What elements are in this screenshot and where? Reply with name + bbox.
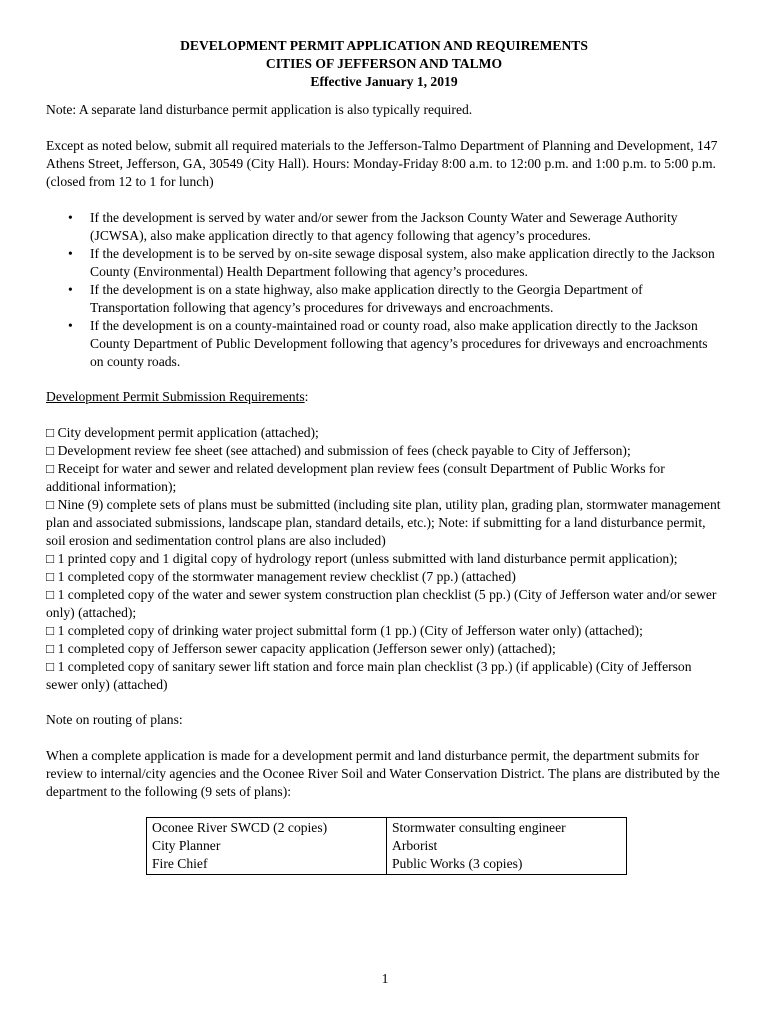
routing-table <box>146 817 627 875</box>
table-cell: Arborist <box>387 837 627 855</box>
bullet-item: • If the development is to be served by on-site sewage disposal system, also make application directly to the Jackson County (Environmental) Health Department following that agency’s procedures. <box>90 245 722 281</box>
checklist-item: □ Nine (9) complete sets of plans must be submitted (including site plan, utility plan, grading plan, stormwater management plan and associated submissions, landscape plan, standard details, etc.); Note: if submitting for a land disturbance permit, soil erosion and sedimentation control plans are also included) <box>46 497 721 548</box>
document-title: DEVELOPMENT PERMIT APPLICATION AND REQUIREMENTS <box>180 38 588 53</box>
checklist-item: □ City development permit application (attached); <box>46 425 319 440</box>
document-header <box>46 37 722 91</box>
requirements-heading-text: Development Permit Submission Requirements <box>46 389 305 404</box>
checklist-item: □ 1 completed copy of drinking water project submittal form (1 pp.) (City of Jefferson water only) (attached); <box>46 623 643 638</box>
table-row <box>147 855 627 875</box>
routing-paragraph: When a complete application is made for a development permit and land disturbance permit, the department submits for review to internal/city agencies and the Oconee River Soil and Water Conservation District. The plans are distributed by the department to the following (9 sets of plans): <box>46 748 720 799</box>
land-disturbance-note: Note: A separate land disturbance permit application is also typically required. <box>46 102 473 117</box>
bullet-item: • If the development is on a county-maintained road or county road, also make application directly to the Jackson County Department of Public Development following that agency’s procedures for driveways and encroachments on county roads. <box>90 317 722 371</box>
bullet-item: • If the development is on a state highway, also make application directly to the Georgia Department of Transportation following that agency’s procedures for driveways and encroachments. <box>90 281 722 317</box>
table-cell: City Planner <box>147 837 387 855</box>
routing-heading: Note on routing of plans: <box>46 712 183 727</box>
bullet-item: • If the development is served by water and/or sewer from the Jackson County Water and Sewerage Authority (JCWSA), also make application directly to that agency following that agency’s procedures. <box>90 209 722 245</box>
page-number: 1 <box>381 971 389 986</box>
checklist-item: □ 1 completed copy of the stormwater management review checklist (7 pp.) (attached) <box>46 569 516 584</box>
requirements-heading-colon: : <box>304 389 309 404</box>
table-cell: Public Works (3 copies) <box>387 855 627 875</box>
document-page <box>46 37 722 875</box>
document-subtitle: CITIES OF JEFFERSON AND TALMO <box>265 56 503 71</box>
table-cell: Oconee River SWCD (2 copies) <box>147 818 387 838</box>
checklist-item: □ Receipt for water and sewer and related development plan review fees (consult Department of Public Works for additional information); <box>46 461 665 494</box>
table-cell: Fire Chief <box>147 855 387 875</box>
checklist-item: □ 1 completed copy of Jefferson sewer capacity application (Jefferson sewer only) (attached); <box>46 641 556 656</box>
requirements-heading <box>46 388 722 406</box>
checklist-item: □ 1 printed copy and 1 digital copy of hydrology report (unless submitted with land disturbance permit application); <box>46 551 678 566</box>
table-cell: Stormwater consulting engineer <box>387 818 627 838</box>
checklist-item: □ 1 completed copy of sanitary sewer lift station and force main plan checklist (3 pp.) (if applicable) (City of Jefferson sewer only) (attached) <box>46 659 692 692</box>
table-row <box>147 837 627 855</box>
checklist-item: □ Development review fee sheet (see attached) and submission of fees (check payable to City of Jefferson); <box>46 443 631 458</box>
requirements-checklist <box>46 424 722 694</box>
effective-date: Effective January 1, 2019 <box>310 74 458 89</box>
checklist-item: □ 1 completed copy of the water and sewer system construction plan checklist (5 pp.) (City of Jefferson water and/or sewer only) (attached); <box>46 587 717 620</box>
agency-bullet-list <box>46 209 722 371</box>
table-row <box>147 818 627 838</box>
intro-paragraph: Except as noted below, submit all required materials to the Jefferson-Talmo Department of Planning and Development, 147 Athens Street, Jefferson, GA, 30549 (City Hall). Hours: Monday-Friday 8:00 a.m. to 12:00 p.m. and 1:00 p.m. to 5:00 p.m. (closed from 12 to 1 for lunch) <box>46 138 718 189</box>
